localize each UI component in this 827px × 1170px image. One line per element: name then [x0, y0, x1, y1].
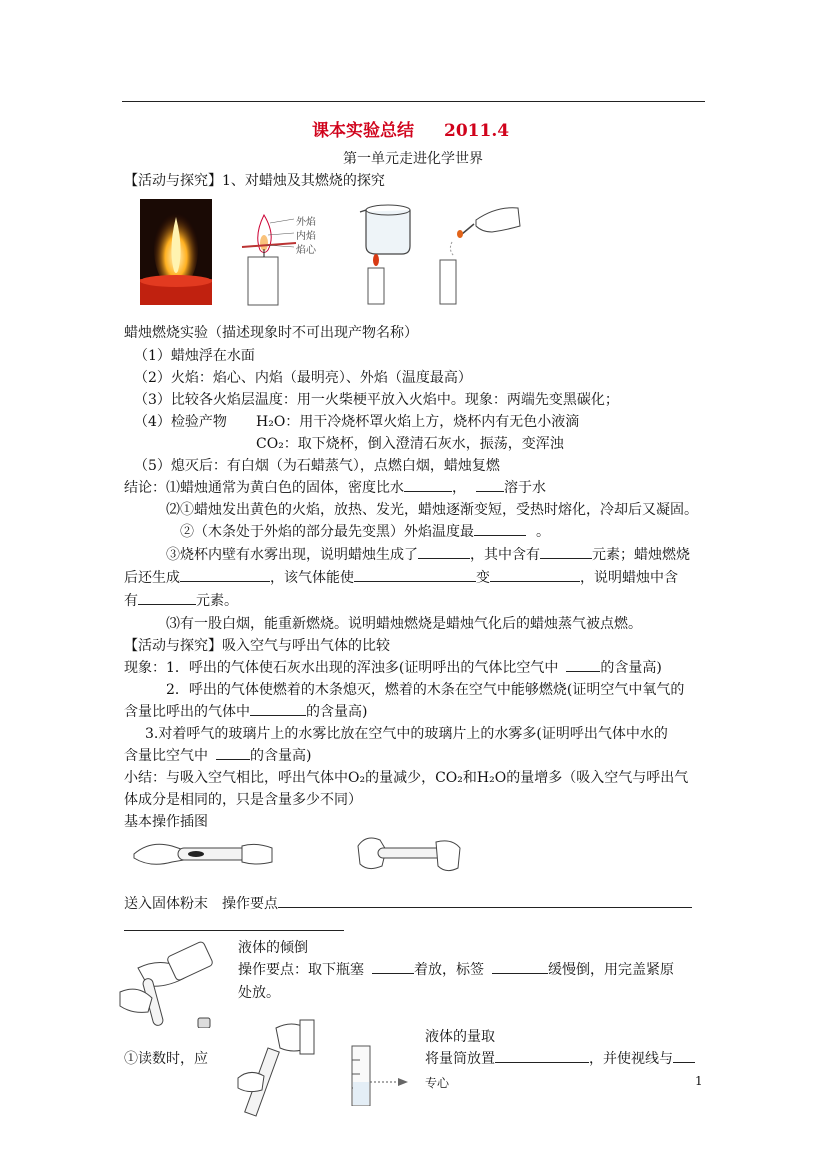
cylinder-reading-figure	[340, 1044, 410, 1106]
conclusion-line-5: 后还生成 ，该气体能使 变 ，说明蜡烛中含	[124, 567, 678, 587]
reading-line: ①读数时，应	[124, 1051, 208, 1067]
match-in-flame-figure	[236, 205, 334, 307]
experiment-co2: CO₂：取下烧杯，倒入澄清石灰水，振荡，变浑浊	[256, 436, 564, 452]
activity2-p2b: 含量比呼出的气体中 的含量高)	[124, 701, 367, 721]
summary-line-1: 小结：与吸入空气相比，呼出气体中O₂的量减少，CO₂和H₂O的量增多（吸入空气与呼出气	[124, 770, 689, 786]
experiment-item-2: （2）火焰：焰心、内焰（最明亮）、外焰（温度最高）	[134, 370, 472, 386]
page-number: 1	[695, 1074, 703, 1088]
activity2-p2: 2．呼出的气体使燃着的木条熄灭，燃着的木条在空气中能够燃烧(证明空气中氧气的	[166, 682, 685, 698]
conclusion-line-1: 结论：⑴蜡烛通常为黄白色的固体，密度比水 ， 溶于水	[124, 477, 546, 497]
experiment-heading: 蜡烛燃烧实验（描述现象时不可出现产物名称）	[124, 325, 418, 341]
answer-line	[124, 930, 344, 931]
relight-smoke-figure	[436, 196, 522, 306]
candle-photo	[140, 199, 212, 305]
experiment-item-3: （3）比较各火焰层温度：用一火柴梗平放入火焰中。现象：两端先变黑碳化；	[134, 392, 619, 408]
conclusion-line-4: ③烧杯内壁有水雾出现，说明蜡烛生成了 ，其中含有 元素；蜡烛燃烧	[166, 544, 690, 564]
cylinder-pour-figure	[236, 1018, 322, 1118]
measure-title: 液体的量取	[425, 1029, 495, 1045]
conclusion-line-3: ②（木条处于外焰的部分最先变黑）外焰温度最 。	[180, 521, 550, 541]
conclusion-line-2: ⑵①蜡烛发出黄色的火焰，放热、发光，蜡烛逐渐变短，受热时熔化，冷却后又凝固。	[166, 502, 698, 518]
activity2-heading: 【活动与探究】吸入空气与呼出气体的比较	[124, 638, 390, 654]
experiment-item-4: （4）检验产物	[134, 414, 227, 430]
beaker-over-candle-figure	[352, 198, 432, 306]
conclusion-line-6: 有 元素。	[124, 590, 238, 610]
powder-key-points: 送入固体粉末 操作要点	[124, 893, 692, 913]
footer-center: 专心	[425, 1076, 450, 1090]
conclusion-line-7: ⑶有一股白烟，能重新燃烧。说明蜡烛燃烧是蜡烛气化后的蜡烛蒸气被点燃。	[166, 616, 642, 632]
pour-liquid-figure	[118, 938, 226, 1028]
basic-ops-heading: 基本操作插图	[124, 814, 208, 830]
pour-key-points: 操作要点：取下瓶塞 着放，标签 缓慢倒，用完盖紧原	[238, 959, 674, 979]
flame-core-label: 焰心	[296, 245, 316, 256]
summary-line-2: 体成分是相同的，只是含量多少不同）	[124, 792, 362, 808]
unit-subtitle: 第一单元走进化学世界	[343, 151, 483, 167]
pour-key-points-2: 处放。	[238, 985, 280, 1001]
experiment-item-1: （1）蜡烛浮在水面	[134, 348, 255, 364]
header-rule	[122, 101, 705, 102]
page-title: 课本实验总结 2011.4	[312, 121, 510, 141]
activity1-heading: 【活动与探究】1、对蜡烛及其燃烧的探究	[124, 173, 385, 189]
activity2-p1: 现象：1．呼出的气体使石灰水出现的浑浊多(证明呼出的气体比空气中 的含量高)	[124, 657, 662, 677]
experiment-item-5: （5）熄灭后：有白烟（为石蜡蒸气），点燃白烟，蜡烛复燃	[134, 458, 500, 474]
powder-into-tube-figure	[132, 832, 274, 876]
experiment-h2o: H₂O：用干冷烧杯罩火焰上方，烧杯内有无色小液滴	[256, 414, 580, 430]
activity2-p3: 3.对着呼气的玻璃片上的水雾比放在空气中的玻璃片上的水雾多(证明呼出气体中水的	[145, 726, 668, 742]
measure-line: 将量筒放置 ，并使视线与	[425, 1048, 695, 1068]
outer-flame-label: 外焰	[296, 217, 316, 228]
tube-horizontal-figure	[356, 830, 462, 878]
activity2-p3b: 含量比空气中 的含量高)	[124, 745, 311, 765]
inner-flame-label: 内焰	[296, 231, 316, 242]
pour-title: 液体的倾倒	[238, 940, 308, 956]
